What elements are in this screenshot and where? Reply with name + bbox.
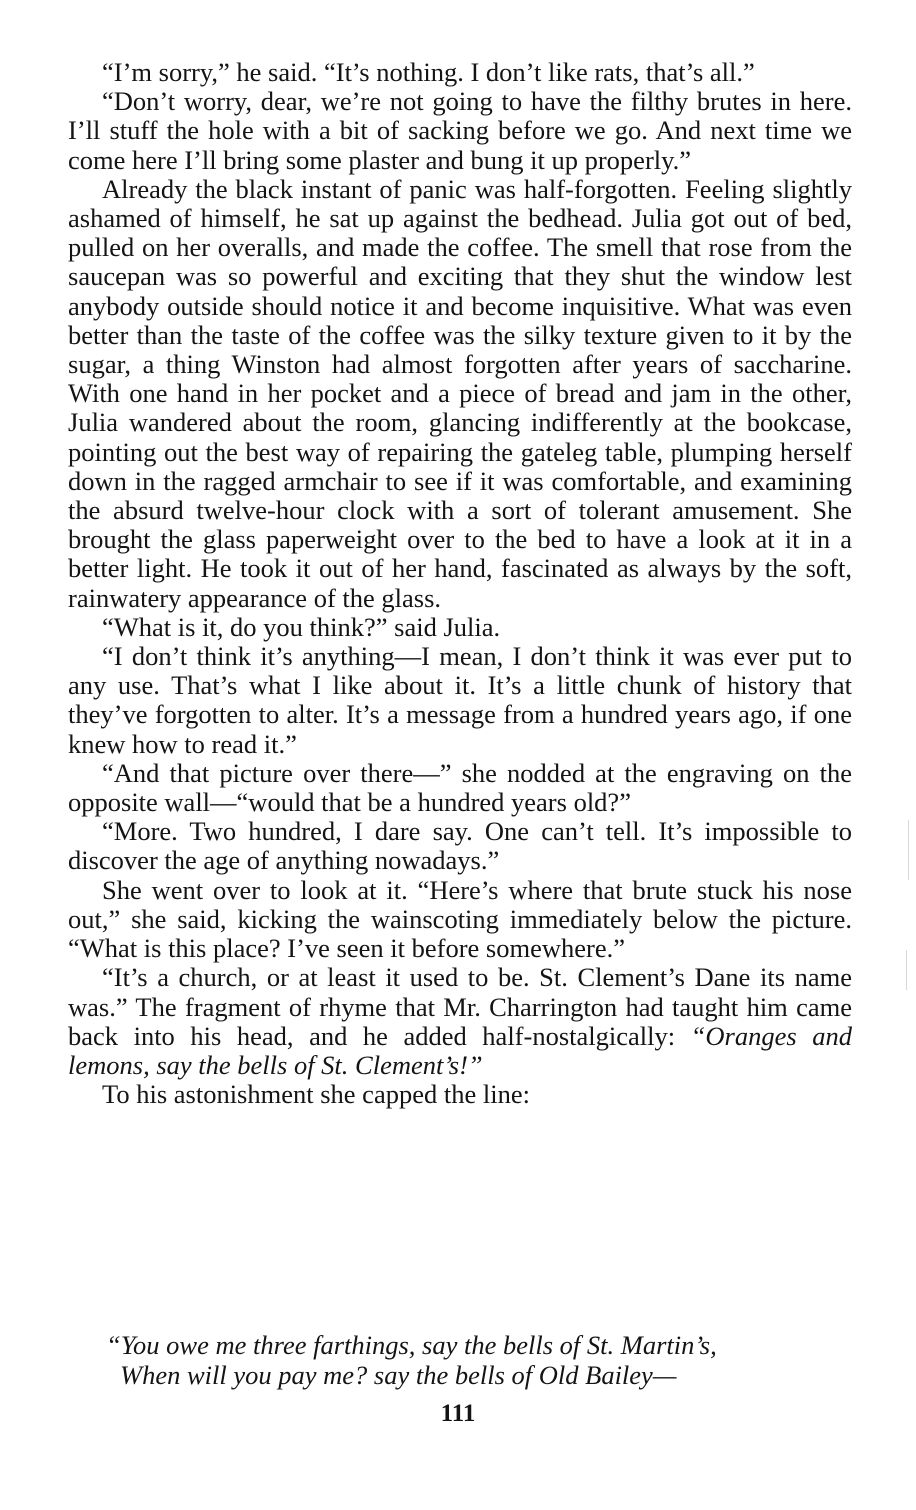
scan-artifact (906, 950, 907, 990)
paragraph: “More. Two hundred, I dare say. One can’t tell. It’s impossible to discover the age of anything nowadays.” (68, 816, 852, 876)
verse-block (106, 1330, 866, 1390)
paragraph-italic-quote: “Oranges and lemons, say the bells of St. Clement’s!” (68, 1020, 852, 1080)
paragraph (68, 963, 852, 1080)
paragraph: To his astonishment she capped the line: (102, 1079, 530, 1110)
paragraph: “I don’t think it’s anything—I mean, I don’t think it was ever put to any use. That’s what I like about it. It’s a little chunk of history that they’ve forgotten to alter. It’s a message from a hundred years ago, if one knew how to read it.” (68, 641, 852, 759)
verse-line: “You owe me three farthings, say the bells of St. Martin’s, (106, 1330, 717, 1360)
paragraph: “Don’t worry, dear, we’re not going to have the filthy brutes in here. I’ll stuff the hole with a bit of sacking before we go. And next time we come here I’ll bring some plaster and bung it up properly.” (68, 86, 852, 175)
scan-artifact (908, 820, 909, 880)
verse-line: When will you pay me? say the bells of Old Bailey— (120, 1360, 677, 1390)
page-number: 111 (440, 1400, 476, 1427)
paragraph-text: “It’s a church, or at least it used to be. St. Clement’s Dane its name was.” The fragment of rhyme that Mr. Charrington had taught him came back into his head, and he added half-nostalgically: (68, 962, 852, 1051)
paragraph: Already the black instant of panic was half-forgotten. Feeling slightly ashamed of himself, he sat up against the bedhead. Julia got out of bed, pulled on her overalls, and made the coffee. The smell that rose from the saucepan was so powerful and exciting that they shut the window lest anybody outside should notice it and become inquisitive. What was even better than the taste of the coffee was the silky texture given to it by the sugar, a thing Winston had almost forgotten after years of saccharine. With one hand in her pocket and a piece of bread and jam in the other, Julia wandered about the room, glancing indifferently at the bookcase, pointing out the best way of repairing the gateleg table, plumping herself down in the ragged armchair to see if it was comfortable, and examining the absurd twelve-hour clock with a sort of tolerant amusement. She brought the glass paperweight over to the bed to have a look at it in a better light. He took it out of her hand, fascinated as always by the soft, rainwatery appearance of the glass. (68, 173, 852, 613)
paragraph: “I’m sorry,” he said. “It’s nothing. I don’t like rats, that’s all.” (102, 57, 755, 87)
body-text (68, 58, 852, 1109)
paragraph: “What is it, do you think?” said Julia. (102, 611, 501, 642)
paragraph: “And that picture over there—” she nodded at the engraving on the opposite wall—“would that be a hundred years old?” (68, 757, 852, 818)
paragraph: She went over to look at it. “Here’s where that brute stuck his nose out,” she said, kicking the wainscoting immediately below the picture. “What is this place? I’ve seen it before somewhere.” (68, 874, 852, 964)
